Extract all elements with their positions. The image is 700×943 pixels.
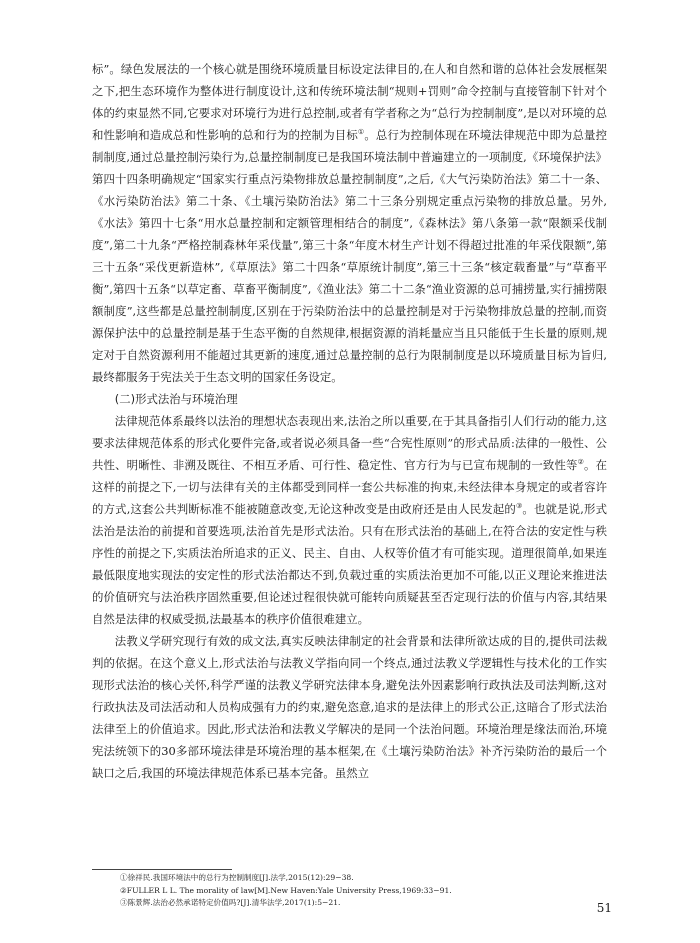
paragraph-2	[92, 410, 607, 630]
footnote-divider	[92, 869, 232, 870]
footnotes	[120, 872, 607, 910]
paragraph-2-text-b: 。在这样的前提之下,一切与法律有关的主体都受到同样一套公共标准的拘束,未经法律本身规定的或者容许的方式,这套公共判断标准不能被随意改变,无论这种改变是由政府还是由人民发起的	[92, 458, 607, 516]
footnote-ref-2[interactable]: ②	[577, 458, 585, 467]
footnote-ref-3[interactable]: ③	[515, 502, 523, 511]
paragraph-1-text-b: 。总行为控制体现在环境法律规范中即为总量控制制度,通过总量控制污染行为,总量控制制度已是我国环境法制中普遍建立的一项制度,《环境保护法》第四十四条明确规定“国家实行重点污染物排放总量控制制度”,之后,《大气污染防治法》第二十一条、《水污染防治法》第二十条、《土壤污染防治法》第二十三条分别规定重点污染物的排放总量。另外,《水法》第四十七条“用水总量控制和定额管理相结合的制度”,《森林法》第八条第一款“限额采伐制度”,第二十九条“严格控制森林年采伐量”,第三十条“年度木材生产计划不得超过批准的年采伐限额”,第三十五条“采伐更新造林”,《草原法》第二十四条“草原统计制度”,第三十三条“核定载畜量”与“草畜平衡”,第四十五条“以草定畜、草畜平衡制度”,《渔业法》第二十二条“渔业资源的总可捕捞量,实行捕捞限额制度”,这些都是总量控制制度,区别在于污染防治法中的总量控制是对于污染物排放总量的控制,而资源保护法中的总量控制是基于生态平衡的自然规律,根据资源的消耗量应当且只能低于生长量的原则,规定对于自然资源利用不能超过其更新的速度,通过总量控制的总行为限制制度是以环境质量目标为旨归,最终都服务于宪法关于生态文明的国家任务设定。	[92, 128, 607, 384]
paragraph-1	[92, 58, 607, 388]
footnote-3: ③陈景辉.法治必然承诺特定价值吗?[J].清华法学,2017(1):5−21.	[120, 898, 341, 907]
paragraph-1-text-a: 标”。绿色发展法的一个核心就是围绕环境质量目标设定法律目的,在人和自然和谐的总体社会发展框架之下,把生态环境作为整体进行制度设计,这和传统环境法制“规则+罚则”命令控制与直接管制下针对个体的约束显然不同,它要求对环境行为进行总控制,或者有学者称之为“总行为控制制度”,是以对环境的总和性影响和造成总和性影响的总和行为的控制为目标	[92, 62, 607, 142]
footnote-ref-1[interactable]: ①	[357, 128, 365, 137]
footnote-1: ①徐祥民.我国环境法中的总行为控制制度[J].法学,2015(12):29−38.	[120, 873, 354, 882]
page-number: 51	[596, 901, 612, 915]
section-heading: (二)形式法治与环境治理	[114, 392, 238, 406]
paragraph-2-text-c: 。也就是说,形式法治是法治的前提和首要选项,法治首先是形式法治。只有在形式法治的基础上,在符合法的安定性与秩序性的前提之下,实质法治所追求的正义、民主、自由、人权等价值才有可能实现。道理很简单,如果连最低限度地实现法的安定性的形式法治都达不到,负载过重的实质法治更加不可能,以正义理论来推进法的价值研究与法治秩序固然重要,但论述过程很快就可能转向质疑甚至否定现行法的价值与内容,其结果自然是法律的权威受损,法最基本的秩序价值很难建立。	[92, 502, 608, 626]
footnote-2: ②FULLER L L. The morality of law[M].New Haven:Yale University Press,1969:33−91.	[120, 885, 452, 895]
article-body	[92, 58, 607, 784]
paragraph-3: 法教义学研究现行有效的成文法,真实反映法律制定的社会背景和法律所欲达成的目的,提供司法裁判的依据。在这个意义上,形式法治与法教义学指向同一个终点,通过法教义学逻辑性与技术化的工作实现形式法治的核心关怀,科学严谨的法教义学研究法律本身,避免法外因素影响行政执法及司法判断,这对行政执法及司法活动和人员构成强有力的约束,避免恣意,追求的是法律上的形式公正,这暗合了形式法治法律至上的价值追求。因此,形式法治和法教义学解决的是同一个法治问题。环境治理是缘法而治,环境宪法统领下的30多部环境法律是环境治理的基本框架,在《土壤污染防治法》补齐污染防治的最后一个缺口之后,我国的环境法律规范体系已基本完备。虽然立	[92, 634, 607, 780]
paragraph-2-text-a: 法律规范体系最终以法治的理想状态表现出来,法治之所以重要,在于其具备指引人们行动的能力,这要求法律规范体系的形式化要件完备,或者说必须具备一些“合宪性原则”的形式品质:法律的一般性、公共性、明晰性、非溯及既往、不相互矛盾、可行性、稳定性、官方行为与已宣布规制的一致性等	[92, 414, 607, 472]
